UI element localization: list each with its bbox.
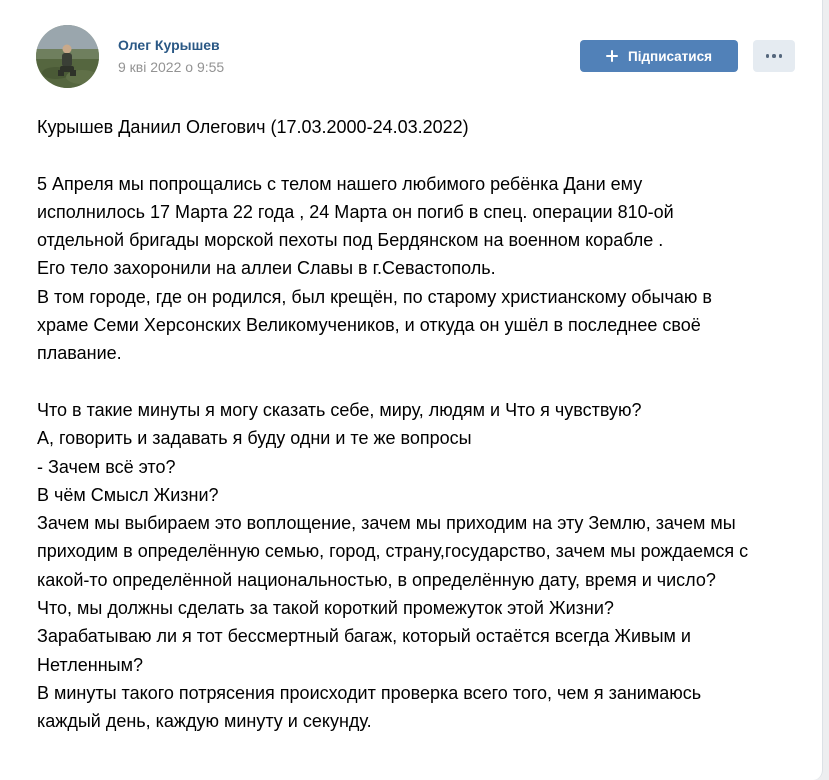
more-options-button[interactable] bbox=[753, 40, 795, 72]
post-text-line: Зачем мы выбираем это воплощение, зачем мы приходим на эту Землю, зачем мы bbox=[37, 513, 736, 534]
plus-icon bbox=[606, 50, 618, 62]
post-text-line: каждый день, каждую минуту и секунду. bbox=[37, 711, 372, 732]
post-text-line: В том городе, где он родился, был крещён, по старому христианскому обычаю в bbox=[37, 286, 712, 307]
post-text-line: Его тело захоронили на аллеи Славы в г.Севастополь. bbox=[37, 258, 496, 279]
post-text-line: отдельной бригады морской пехоты под Бердянском на военном корабле . bbox=[37, 230, 664, 251]
post-date[interactable]: 9 кві 2022 о 9:55 bbox=[118, 59, 225, 75]
post-text-line: Нетленным? bbox=[37, 654, 143, 675]
post-text-line: исполнилось 17 Марта 22 года , 24 Марта он погиб в спец. операции 810-ой bbox=[37, 201, 674, 222]
post-text-line: В чём Смысл Жизни? bbox=[37, 484, 219, 505]
post-text-blank-line bbox=[37, 368, 807, 396]
post-text-line: Что, мы должны сделать за такой короткий промежуток этой Жизни? bbox=[37, 598, 614, 619]
post-text-line: 5 Апреля мы попрощались с телом нашего любимого ребёнка Дани ему bbox=[37, 173, 643, 194]
author-name-link[interactable]: Олег Курышев bbox=[118, 37, 220, 53]
post-text-line: храме Семи Херсонских Великомучеников, и откуда он ушёл в последнее своё bbox=[37, 315, 701, 336]
subscribe-label: Підписатися bbox=[628, 48, 712, 64]
more-horizontal-icon bbox=[766, 54, 770, 58]
subscribe-button[interactable] bbox=[580, 40, 738, 72]
post-text-line: какой-то определённой национальностью, в определённую дату, время и число? bbox=[37, 569, 716, 590]
post-text-line: В минуты такого потрясения происходит проверка всего того, чем я занимаюсь bbox=[37, 682, 702, 703]
post-text-line: Что в такие минуты я могу сказать себе, миру, людям и Что я чувствую? bbox=[37, 399, 642, 420]
post-text-line: А, говорить и задавать я буду одни и те же вопросы bbox=[37, 428, 472, 449]
post-text-blank-line bbox=[37, 141, 807, 169]
post-text-line: Зарабатываю ли я тот бессмертный багаж, который остаётся всегда Живым и bbox=[37, 626, 691, 647]
post-text-line: Курышев Даниил Олегович (17.03.2000-24.03.2022) bbox=[37, 117, 469, 137]
author-avatar[interactable] bbox=[36, 25, 99, 88]
post-text-line: приходим в определённую семью, город, страну,государство, зачем мы рождаемся с bbox=[37, 541, 749, 562]
post-text-line: плавание. bbox=[37, 343, 122, 364]
avatar-photo bbox=[36, 25, 99, 88]
post-header bbox=[0, 0, 822, 105]
post-text bbox=[37, 113, 807, 736]
post-text-line: - Зачем всё это? bbox=[37, 456, 176, 477]
